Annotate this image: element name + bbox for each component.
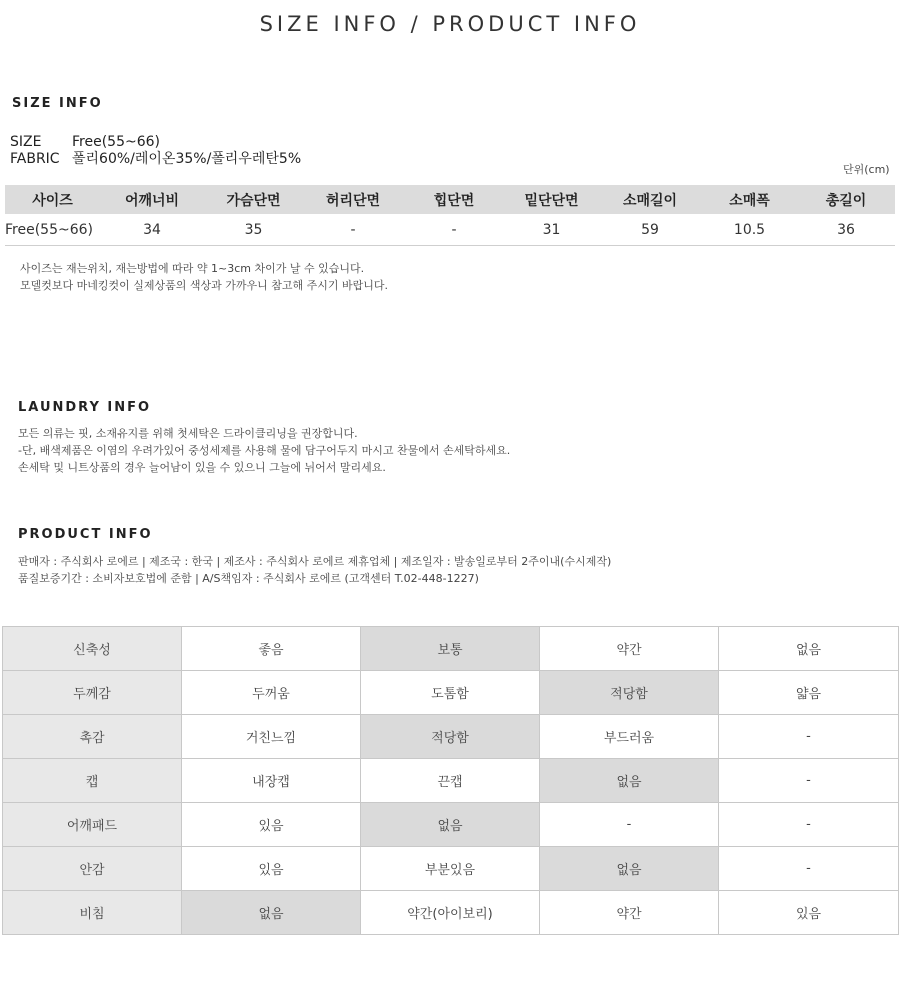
size-note-line: 사이즈는 재는위치, 재는방법에 따라 약 1~3cm 차이가 날 수 있습니다. bbox=[20, 262, 365, 275]
size-notes bbox=[20, 260, 388, 294]
attribute-option: 보통 bbox=[361, 627, 540, 671]
column-header: 소매폭 bbox=[702, 185, 797, 214]
attribute-option: 좋음 bbox=[182, 627, 361, 671]
fabric-label: FABRIC bbox=[10, 151, 60, 167]
attribute-option: 적당함 bbox=[361, 715, 540, 759]
column-header: 힙단면 bbox=[403, 185, 505, 214]
attribute-option: - bbox=[719, 803, 899, 847]
attribute-option: 약간 bbox=[540, 891, 719, 935]
attribute-option: - bbox=[719, 847, 899, 891]
product-line: 판매자 : 주식회사 로에르 | 제조국 : 한국 | 제조사 : 주식회사 로에르 제휴업체 | 제조일자 : 발송일로부터 2주이내(수시제작) bbox=[18, 555, 612, 568]
attribute-name: 어깨패드 bbox=[3, 803, 182, 847]
attribute-option: 도톰함 bbox=[361, 671, 540, 715]
table-cell: - bbox=[303, 214, 403, 246]
attribute-option: 거친느낌 bbox=[182, 715, 361, 759]
table-cell: 10.5 bbox=[702, 214, 797, 246]
attribute-row bbox=[3, 715, 899, 759]
table-row bbox=[5, 214, 895, 246]
laundry-line: -단, 배색제품은 이염의 우려가있어 중성세제를 사용해 물에 담구어두지 마시고 찬물에서 손세탁하세요. bbox=[18, 444, 511, 457]
attribute-option: 부드러움 bbox=[540, 715, 719, 759]
attribute-option: 없음 bbox=[540, 759, 719, 803]
attribute-row bbox=[3, 847, 899, 891]
column-header: 소매길이 bbox=[598, 185, 702, 214]
table-cell: 36 bbox=[797, 214, 895, 246]
attribute-option: 있음 bbox=[719, 891, 899, 935]
attribute-option: 끈캡 bbox=[361, 759, 540, 803]
size-spec bbox=[10, 134, 301, 168]
attribute-option: - bbox=[719, 759, 899, 803]
laundry-line: 손세탁 및 니트상품의 경우 늘어남이 있을 수 있으니 그늘에 뉘어서 말리세요. bbox=[18, 461, 386, 474]
table-cell: 35 bbox=[204, 214, 303, 246]
attribute-option: 부분있음 bbox=[361, 847, 540, 891]
attribute-row bbox=[3, 803, 899, 847]
column-header: 어깨너비 bbox=[100, 185, 204, 214]
table-cell: - bbox=[403, 214, 505, 246]
laundry-notes bbox=[18, 425, 510, 476]
attribute-option: - bbox=[540, 803, 719, 847]
attribute-option: 있음 bbox=[182, 803, 361, 847]
attribute-option: 없음 bbox=[182, 891, 361, 935]
size-info-heading: SIZE INFO bbox=[12, 96, 103, 111]
column-header: 밑단단면 bbox=[505, 185, 598, 214]
page-title: SIZE INFO / PRODUCT INFO bbox=[259, 12, 641, 36]
attribute-option: 적당함 bbox=[540, 671, 719, 715]
size-table bbox=[5, 185, 895, 246]
attribute-option: 두꺼움 bbox=[182, 671, 361, 715]
attribute-table bbox=[2, 626, 899, 935]
unit-label: 단위(cm) bbox=[843, 163, 890, 176]
attribute-name: 촉감 bbox=[3, 715, 182, 759]
product-info-heading: PRODUCT INFO bbox=[18, 527, 153, 542]
column-header: 가슴단면 bbox=[204, 185, 303, 214]
attribute-name: 캡 bbox=[3, 759, 182, 803]
attribute-row bbox=[3, 891, 899, 935]
table-cell: 34 bbox=[100, 214, 204, 246]
size-note-line: 모델컷보다 마네킹컷이 실제상품의 색상과 가까우니 참고해 주시기 바랍니다. bbox=[20, 279, 389, 292]
attribute-name: 비침 bbox=[3, 891, 182, 935]
attribute-option: 내장캡 bbox=[182, 759, 361, 803]
column-header: 총길이 bbox=[797, 185, 895, 214]
attribute-name: 신축성 bbox=[3, 627, 182, 671]
product-line: 품질보증기간 : 소비자보호법에 준함 | A/S책임자 : 주식회사 로에르 (고객센터 T.02-448-1227) bbox=[18, 572, 479, 585]
attribute-row bbox=[3, 759, 899, 803]
attribute-option: 있음 bbox=[182, 847, 361, 891]
attribute-option: 없음 bbox=[540, 847, 719, 891]
table-cell: Free(55~66) bbox=[5, 214, 100, 246]
column-header: 사이즈 bbox=[5, 185, 100, 214]
attribute-option: 약간 bbox=[540, 627, 719, 671]
attribute-option: 없음 bbox=[361, 803, 540, 847]
table-cell: 31 bbox=[505, 214, 598, 246]
attribute-row bbox=[3, 671, 899, 715]
attribute-option: 얇음 bbox=[719, 671, 899, 715]
laundry-info-heading: LAUNDRY INFO bbox=[18, 400, 152, 415]
attribute-option: - bbox=[719, 715, 899, 759]
fabric-value: 폴리60%/레이온35%/폴리우레탄5% bbox=[72, 151, 302, 167]
product-notes bbox=[18, 553, 611, 587]
attribute-option: 없음 bbox=[719, 627, 899, 671]
attribute-name: 안감 bbox=[3, 847, 182, 891]
attribute-row bbox=[3, 627, 899, 671]
column-header: 허리단면 bbox=[303, 185, 403, 214]
size-label: SIZE bbox=[10, 134, 42, 150]
laundry-line: 모든 의류는 핏, 소재유지를 위해 첫세탁은 드라이클리닝을 권장합니다. bbox=[18, 427, 358, 440]
attribute-option: 약간(아이보리) bbox=[361, 891, 540, 935]
attribute-name: 두께감 bbox=[3, 671, 182, 715]
table-cell: 59 bbox=[598, 214, 702, 246]
size-value: Free(55~66) bbox=[72, 134, 160, 150]
size-table-header bbox=[5, 185, 895, 214]
